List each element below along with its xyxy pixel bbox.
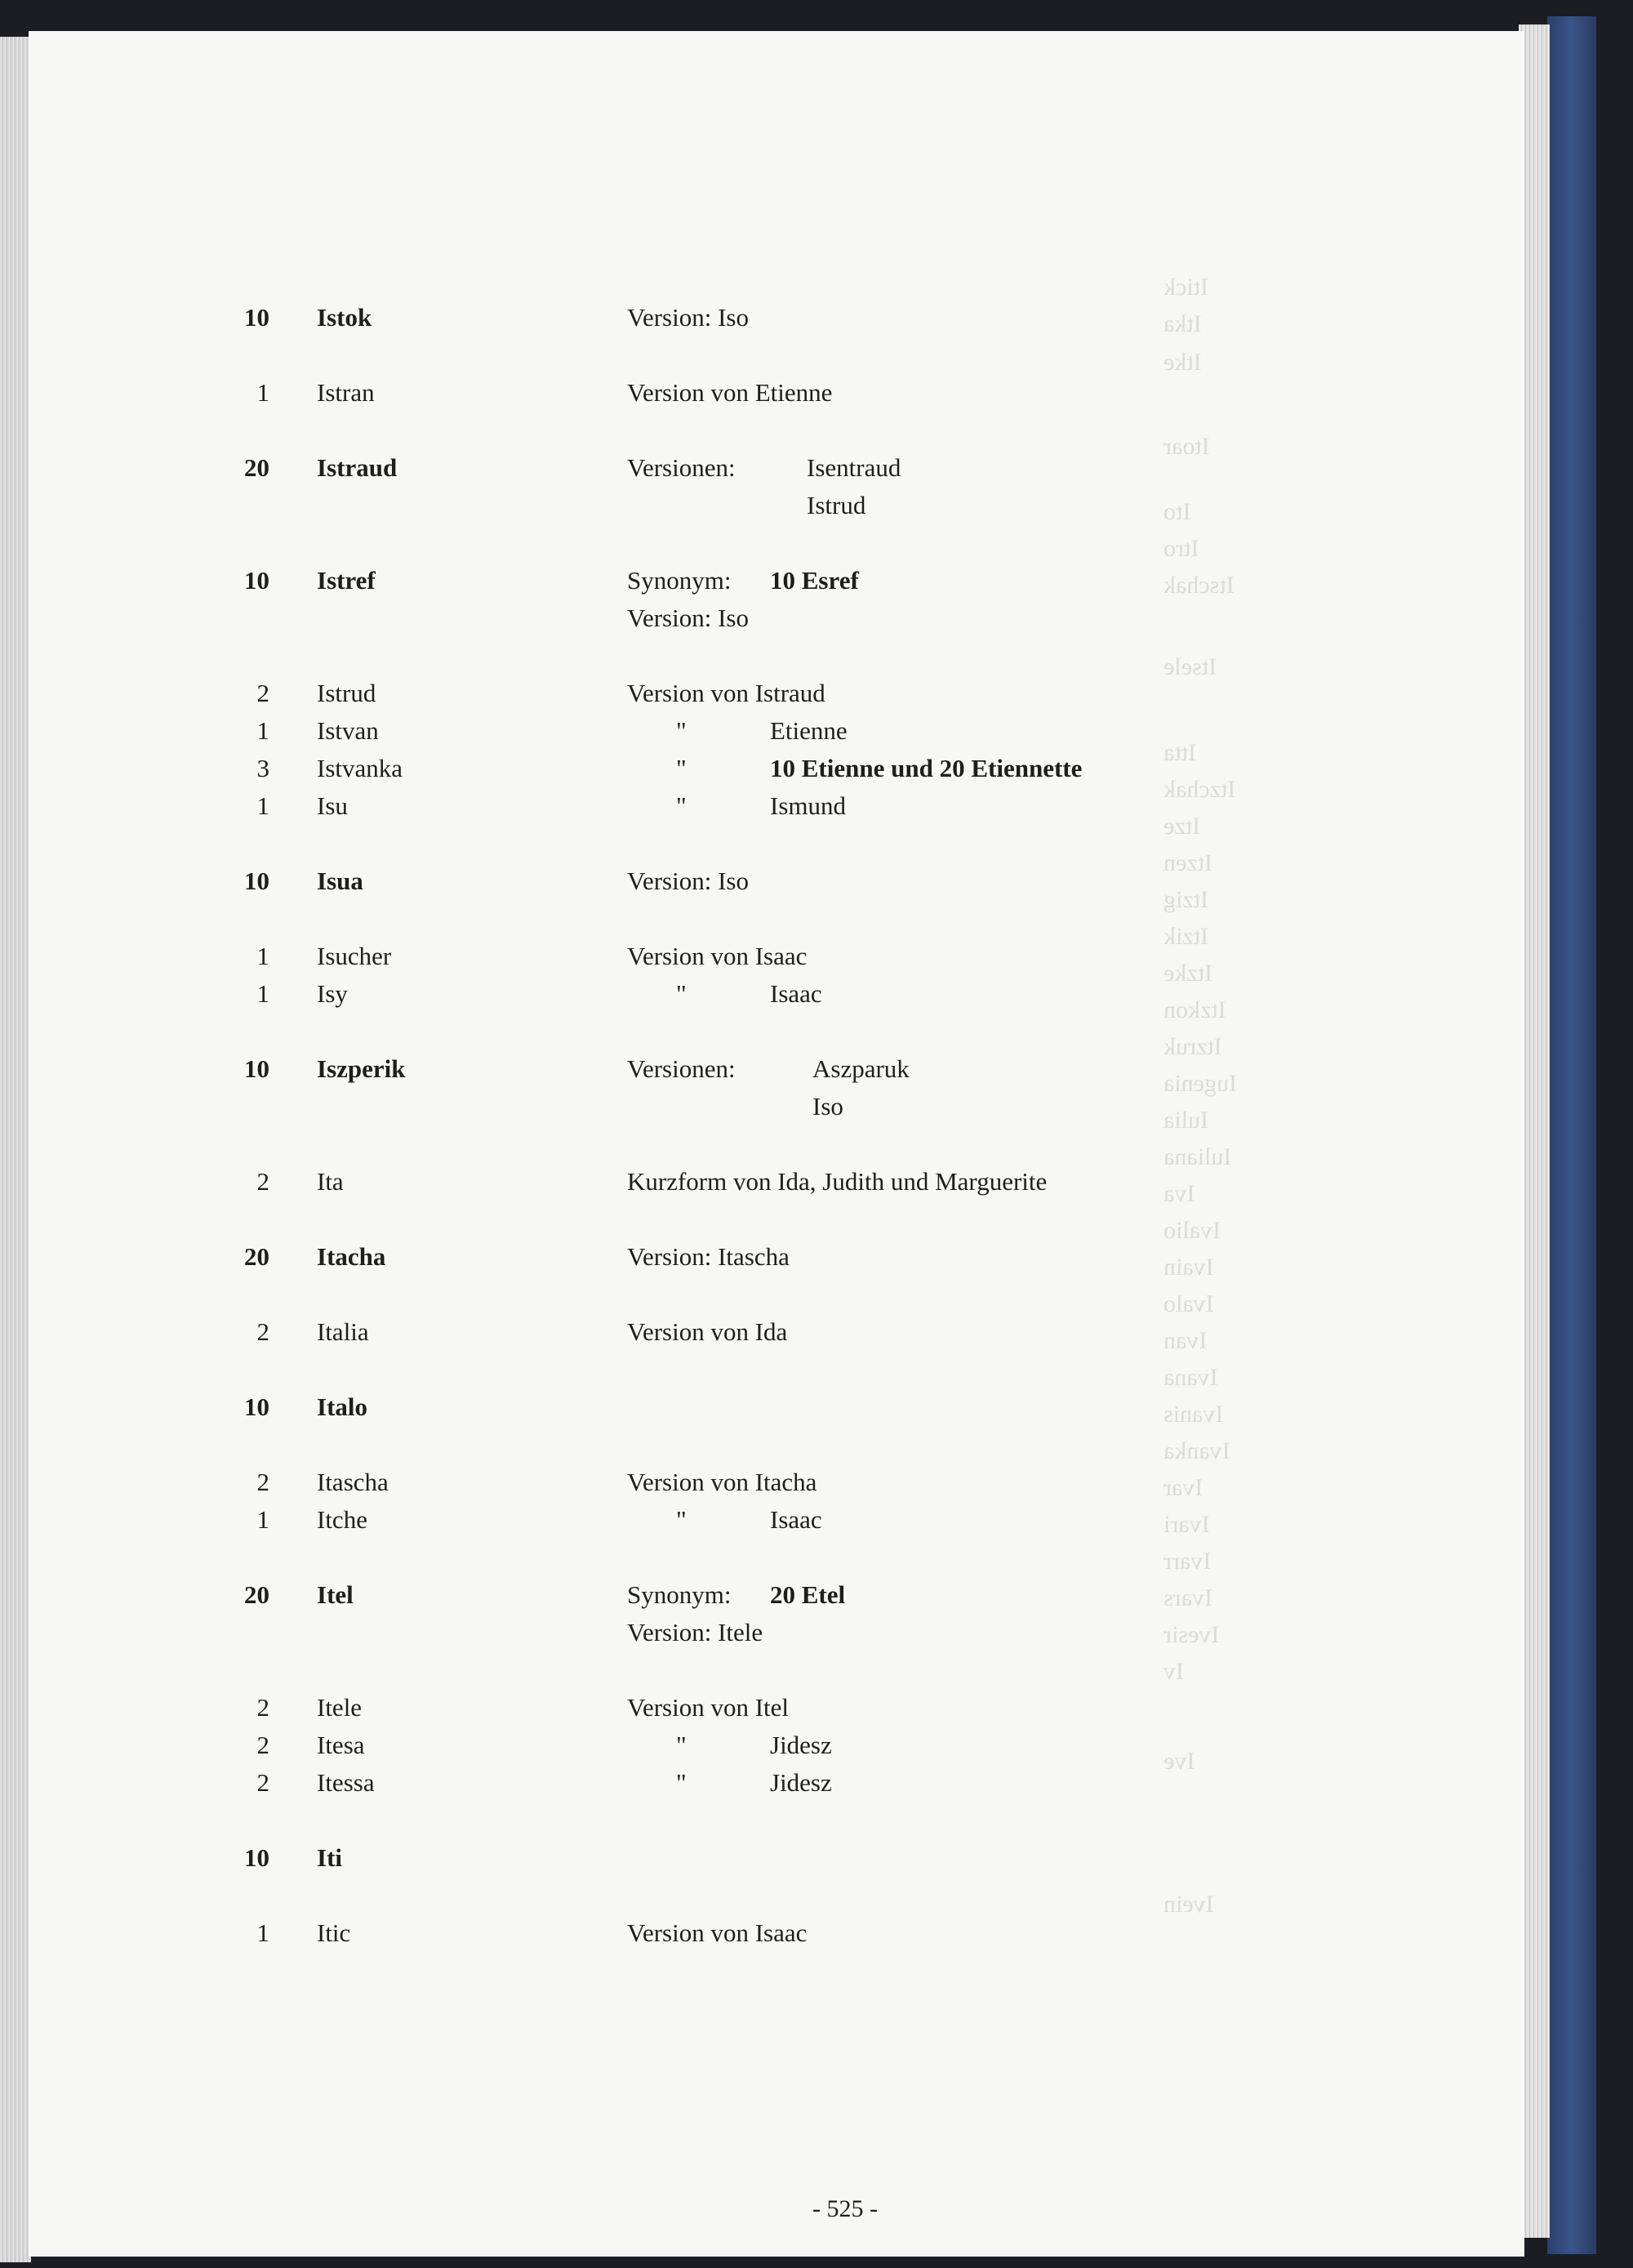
entry-row bbox=[29, 374, 1498, 412]
show-through-word: Itzchak bbox=[1164, 776, 1236, 803]
entry-description: Versionen: bbox=[627, 453, 736, 482]
entry-reference: Iso bbox=[812, 1092, 843, 1121]
entry-name: Isy bbox=[317, 979, 348, 1008]
entry-description: Version: Itascha bbox=[627, 1242, 790, 1271]
entry-reference: Aszparuk bbox=[812, 1054, 910, 1083]
entry-reference: Etienne bbox=[770, 716, 848, 745]
entry-frequency: 2 bbox=[256, 679, 269, 707]
entry-row bbox=[29, 299, 1498, 336]
show-through-word: Itzig bbox=[1164, 886, 1208, 913]
entry-description: Version von Ida bbox=[627, 1317, 788, 1346]
entry-description: Version: Iso bbox=[627, 604, 749, 632]
entry-reference: Istrud bbox=[807, 491, 866, 519]
entry-frequency: 2 bbox=[256, 1468, 269, 1496]
show-through-word: Iulia bbox=[1164, 1107, 1208, 1134]
entry-row bbox=[29, 1839, 1498, 1877]
entry-description: " bbox=[676, 1505, 687, 1534]
entry-name: Istrud bbox=[317, 679, 376, 707]
entry-row bbox=[29, 1727, 1498, 1764]
show-through-word: Ivars bbox=[1164, 1584, 1213, 1611]
show-through-word: Iugenia bbox=[1164, 1070, 1237, 1097]
entry-row bbox=[29, 599, 1498, 637]
entry-row bbox=[29, 1163, 1498, 1201]
entry-frequency: 10 bbox=[244, 867, 269, 895]
show-through-word: Ivain bbox=[1164, 1254, 1214, 1281]
book-page bbox=[29, 31, 1524, 2257]
entry-description: " bbox=[676, 1731, 687, 1759]
entry-description: Versionen: bbox=[627, 1054, 736, 1083]
entry-row bbox=[29, 975, 1498, 1013]
show-through-word: Ivana bbox=[1164, 1364, 1218, 1391]
entry-name: Itele bbox=[317, 1693, 363, 1722]
entry-description: Version von Isaac bbox=[627, 1918, 808, 1947]
entry-row bbox=[29, 1614, 1498, 1651]
entry-name: Itel bbox=[317, 1580, 354, 1609]
entry-frequency: 2 bbox=[256, 1768, 269, 1797]
show-through-word: Itro bbox=[1164, 535, 1199, 562]
entry-description: Version von Itel bbox=[627, 1693, 790, 1722]
entry-reference: Isaac bbox=[770, 979, 822, 1008]
entry-row bbox=[29, 712, 1498, 750]
entry-frequency: 3 bbox=[256, 754, 269, 782]
entry-row bbox=[29, 1689, 1498, 1727]
entry-row bbox=[29, 675, 1498, 712]
entry-name: Istvanka bbox=[317, 754, 403, 782]
entry-description: " bbox=[676, 791, 687, 820]
entry-name: Istok bbox=[317, 303, 372, 332]
entry-frequency: 10 bbox=[244, 1392, 269, 1421]
entry-name: Istvan bbox=[317, 716, 379, 745]
show-through-word: Itsele bbox=[1164, 653, 1217, 680]
entry-description: Kurzform von Ida, Judith und Marguerite bbox=[627, 1167, 1048, 1196]
entry-name: Istran bbox=[317, 378, 375, 407]
entry-row bbox=[29, 1238, 1498, 1276]
entry-name: Itacha bbox=[317, 1242, 386, 1271]
show-through-word: Itzen bbox=[1164, 849, 1213, 876]
entry-description: Version: Iso bbox=[627, 867, 749, 895]
entry-reference: 10 Esref bbox=[770, 566, 859, 595]
entry-name: Itascha bbox=[317, 1468, 389, 1496]
show-through-word: Ivalo bbox=[1164, 1290, 1214, 1317]
entry-row bbox=[29, 562, 1498, 599]
entry-description: " bbox=[676, 979, 687, 1008]
entry-frequency: 1 bbox=[256, 378, 269, 407]
entry-row bbox=[29, 1501, 1498, 1539]
page-number: - 525 - bbox=[812, 2195, 878, 2222]
show-through-word: Ivalio bbox=[1164, 1217, 1221, 1244]
entry-frequency: 20 bbox=[244, 1242, 269, 1271]
entry-name: Itesa bbox=[317, 1731, 365, 1759]
entry-row bbox=[29, 1313, 1498, 1351]
entry-name: Ita bbox=[317, 1167, 344, 1196]
entry-row bbox=[29, 1764, 1498, 1802]
show-through-word: Iuliana bbox=[1164, 1143, 1232, 1170]
show-through-word: Itzik bbox=[1164, 923, 1208, 950]
show-through-word: Ivanka bbox=[1164, 1437, 1230, 1464]
book-cover-edge bbox=[1547, 16, 1596, 2254]
entry-name: Isua bbox=[317, 867, 363, 895]
entry-name: Iszperik bbox=[317, 1054, 406, 1083]
entry-frequency: 2 bbox=[256, 1317, 269, 1346]
show-through-word: Itzkon bbox=[1164, 996, 1226, 1023]
entry-name: Istref bbox=[317, 566, 376, 595]
entry-reference: Isentraud bbox=[807, 453, 901, 482]
entry-name: Istraud bbox=[317, 453, 398, 482]
entry-row bbox=[29, 1914, 1498, 1952]
entry-row bbox=[29, 1088, 1498, 1125]
entry-description: Version von Etienne bbox=[627, 378, 833, 407]
entry-frequency: 10 bbox=[244, 1054, 269, 1083]
entry-frequency: 10 bbox=[244, 566, 269, 595]
entry-reference: Ismund bbox=[770, 791, 846, 820]
show-through-word: Iva bbox=[1164, 1180, 1195, 1207]
show-through-word: Itick bbox=[1164, 274, 1208, 301]
entry-row bbox=[29, 1050, 1498, 1088]
entry-frequency: 2 bbox=[256, 1693, 269, 1722]
entry-row bbox=[29, 1576, 1498, 1614]
entry-frequency: 1 bbox=[256, 942, 269, 970]
entry-row bbox=[29, 862, 1498, 900]
entry-row bbox=[29, 1464, 1498, 1501]
entry-description: " bbox=[676, 754, 687, 782]
entry-name: Isucher bbox=[317, 942, 392, 970]
entry-row bbox=[29, 449, 1498, 487]
entry-name: Italia bbox=[317, 1317, 369, 1346]
show-through-word: Ivari bbox=[1164, 1511, 1210, 1538]
entry-reference: 20 Etel bbox=[770, 1580, 846, 1609]
entry-frequency: 2 bbox=[256, 1167, 269, 1196]
entry-row bbox=[29, 1388, 1498, 1426]
show-through-word: Ivanis bbox=[1164, 1401, 1224, 1428]
entry-row bbox=[29, 787, 1498, 825]
entry-frequency: 20 bbox=[244, 453, 269, 482]
entry-description: Synonym: bbox=[627, 566, 732, 595]
entry-reference: Jidesz bbox=[770, 1768, 832, 1797]
show-through-word: Ivesir bbox=[1164, 1621, 1220, 1648]
entry-reference: Jidesz bbox=[770, 1731, 832, 1759]
show-through-word: Itzke bbox=[1164, 960, 1213, 987]
show-through-word: Ivarr bbox=[1164, 1548, 1212, 1575]
show-through-word: Itka bbox=[1164, 310, 1202, 337]
entry-row bbox=[29, 487, 1498, 524]
show-through-word: Itoar bbox=[1164, 433, 1210, 460]
entry-frequency: 1 bbox=[256, 1505, 269, 1534]
show-through-word: Ivein bbox=[1164, 1891, 1214, 1918]
show-through-word: Ive bbox=[1164, 1748, 1195, 1775]
entry-name: Itche bbox=[317, 1505, 367, 1534]
entry-description: " bbox=[676, 716, 687, 745]
entry-description: " bbox=[676, 1768, 687, 1797]
entry-frequency: 10 bbox=[244, 303, 269, 332]
entry-reference: 10 Etienne und 20 Etiennette bbox=[770, 754, 1083, 782]
entry-frequency: 10 bbox=[244, 1843, 269, 1872]
entry-name: Itessa bbox=[317, 1768, 375, 1797]
entry-row bbox=[29, 750, 1498, 787]
show-through-word: Itschak bbox=[1164, 572, 1235, 599]
entry-frequency: 20 bbox=[244, 1580, 269, 1609]
show-through-word: Itzruk bbox=[1164, 1033, 1222, 1060]
entry-name: Italo bbox=[317, 1392, 367, 1421]
show-through-word: Itke bbox=[1164, 349, 1202, 376]
entry-row bbox=[29, 938, 1498, 975]
show-through-word: Ivan bbox=[1164, 1327, 1208, 1354]
entry-description: Synonym: bbox=[627, 1580, 732, 1609]
entry-frequency: 1 bbox=[256, 1918, 269, 1947]
entry-description: Version von Isaac bbox=[627, 942, 808, 970]
entry-frequency: 1 bbox=[256, 716, 269, 745]
entry-frequency: 2 bbox=[256, 1731, 269, 1759]
entry-frequency: 1 bbox=[256, 791, 269, 820]
entry-name: Iti bbox=[317, 1843, 342, 1872]
entry-description: Version von Istraud bbox=[627, 679, 825, 707]
show-through-word: Ito bbox=[1164, 498, 1191, 525]
entry-frequency: 1 bbox=[256, 979, 269, 1008]
entry-reference: Isaac bbox=[770, 1505, 822, 1534]
entry-description: Version: Itele bbox=[627, 1618, 763, 1646]
page-stack-left bbox=[0, 37, 31, 2262]
entry-description: Version von Itacha bbox=[627, 1468, 817, 1496]
entry-name: Isu bbox=[317, 791, 348, 820]
show-through-word: Ivar bbox=[1164, 1474, 1204, 1501]
entry-name: Itic bbox=[317, 1918, 351, 1947]
show-through-word: Itze bbox=[1164, 813, 1200, 840]
show-through-word: Itta bbox=[1164, 739, 1196, 766]
entry-description: Version: Iso bbox=[627, 303, 749, 332]
show-through-word: Iv bbox=[1164, 1658, 1184, 1685]
